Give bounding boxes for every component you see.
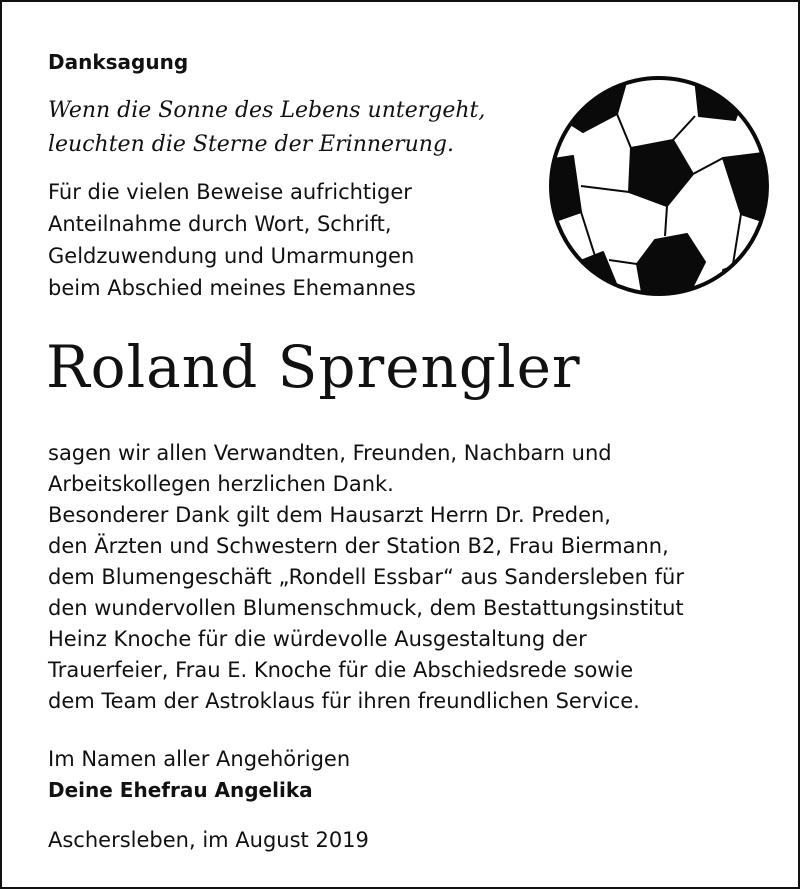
intro-line: Für die vielen Beweise aufrichtiger — [48, 180, 412, 204]
signature-name: Deine Ehefrau Angelika — [48, 778, 313, 802]
thanks-line: Trauerfeier, Frau E. Knoche für die Abschiedsrede sowie — [48, 658, 634, 682]
thanks-line: dem Blumengeschäft „Rondell Essbar“ aus Sandersleben für — [48, 565, 684, 589]
thanks-line: dem Team der Astroklaus für ihren freundlichen Service. — [48, 689, 640, 713]
intro-text — [48, 176, 416, 304]
signature-intro: Im Namen aller Angehörigen — [48, 747, 351, 771]
thanks-line: Arbeitskollegen herzlichen Dank. — [48, 472, 394, 496]
place-date: Aschersleben, im August 2019 — [48, 828, 369, 852]
thanks-line: Heinz Knoche für die würdevolle Ausgestaltung der — [48, 627, 587, 651]
thanks-line: sagen wir allen Verwandten, Freunden, Nachbarn und — [48, 441, 612, 465]
motto-quote — [48, 94, 485, 162]
thanks-line: den wundervollen Blumenschmuck, dem Bestattungsinstitut — [48, 596, 684, 620]
intro-line: Anteilnahme durch Wort, Schrift, — [48, 212, 392, 236]
thanks-line: den Ärzten und Schwestern der Station B2, Frau Biermann, — [48, 534, 669, 558]
deceased-name: Roland Sprengler — [46, 333, 581, 401]
motto-line: Wenn die Sonne des Lebens untergeht, — [48, 98, 486, 123]
intro-line: beim Abschied meines Ehemannes — [48, 276, 416, 300]
motto-line: leuchten die Sterne der Erinnerung. — [48, 132, 455, 157]
intro-line: Geldzuwendung und Umarmungen — [48, 244, 415, 268]
soccer-ball-icon — [547, 74, 771, 298]
notice-heading: Danksagung — [48, 50, 189, 74]
thanks-line: Besonderer Dank gilt dem Hausarzt Herrn Dr. Preden, — [48, 503, 611, 527]
thanks-text — [48, 438, 684, 717]
